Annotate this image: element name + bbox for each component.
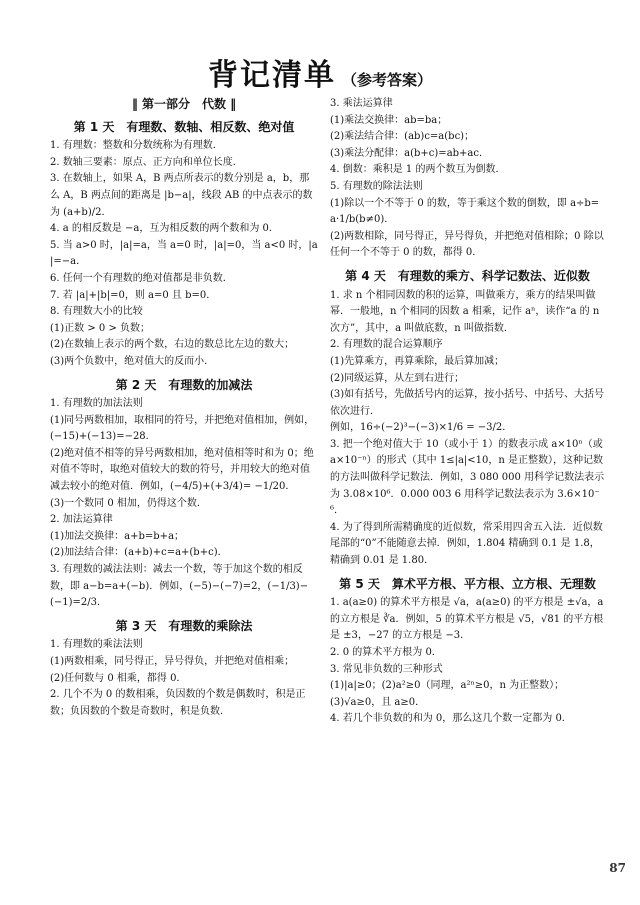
list-item: (2)乘法结合律：(ab)c=a(bc)； bbox=[330, 131, 475, 143]
list-item: (3)如有括号，先做括号内的运算，按小括号、中括号、大括号依次进行． bbox=[330, 389, 605, 417]
list-item: 2. 有理数的混合运算顺序 bbox=[330, 339, 443, 351]
list-item: (3)√a≥0，且 a≥0． bbox=[330, 696, 426, 708]
list-item: (1)加法交换律：a+b=b+a； bbox=[50, 530, 185, 542]
list-item: (2)两数相除，同号得正，异号得负，并把绝对值相除；0 除以任何一个不等于 0 的数，都得 0． bbox=[330, 230, 604, 259]
list-item: (2)加法结合律：(a+b)+c=a+(b+c)． bbox=[50, 547, 228, 559]
title-main: 背记清单 bbox=[207, 58, 336, 93]
title-subtitle: （参考答案） bbox=[341, 71, 432, 89]
part-heading: ‖ 第一部分 代数 ‖ bbox=[131, 97, 237, 111]
list-item: (1)正数 > 0 > 负数； bbox=[50, 322, 150, 334]
list-item: 4. a 的相反数是 −a，互为相反数的两个数和为 0． bbox=[50, 223, 279, 235]
list-item: (2)同级运算，从左到右进行； bbox=[330, 372, 465, 384]
list-item: 4. 为了得到所需精确度的近似数，常采用四舍五入法．近似数尾部的“0”不能随意去掉．例如，1.804 精确到 0.1 是 1.8，精确到 0.01 是 1.80． bbox=[330, 521, 603, 567]
left-column bbox=[50, 96, 318, 720]
list-item: (2)在数轴上表示的两个数，右边的数总比左边的数大； bbox=[50, 339, 295, 351]
list-item: 1. 有理数的加法法则 bbox=[50, 398, 143, 410]
list-item: 3. 常见非负数的三种形式 bbox=[330, 663, 443, 675]
list-item: 2. 0 的算术平方根为 0． bbox=[330, 647, 442, 658]
list-item: (1)同号两数相加，取相同的符号，并把绝对值相加，例如，(−15)+(−13)=−28． bbox=[50, 414, 315, 443]
list-item: 2. 数轴三要素：原点、正方向和单位长度． bbox=[50, 156, 243, 168]
day4-heading: 第 4 天 有理数的乘方、科学记数法、近似数 bbox=[345, 268, 590, 283]
list-item: 1. 求 n 个相同因数的积的运算，叫做乘方，乘方的结果叫做幂．一般地，n 个相同的因数 a 相乘，记作 aⁿ，读作“a 的 n 次方”，其中，a 叫做底数，n 叫做指数． bbox=[330, 289, 600, 334]
day3-heading: 第 3 天 有理数的乘除法 bbox=[115, 618, 253, 633]
list-item: (1)|a|≥0；(2)a²≥0（同理，a²ⁿ≥0，n 为正整数）； bbox=[330, 680, 565, 692]
list-item: (1)除以一个不等于 0 的数，等于乘这个数的倒数，即 a÷b=a·1/b(b≠0)． bbox=[330, 197, 600, 226]
day2-heading: 第 2 天 有理数的加减法 bbox=[115, 377, 253, 392]
list-item: (3)两个负数中，绝对值大的反而小． bbox=[50, 355, 215, 367]
list-item: 5. 当 a>0 时，|a|=a，当 a=0 时，|a|=0，当 a<0 时，|a|=−a． bbox=[50, 239, 318, 268]
list-item: 2. 加法运算律 bbox=[50, 514, 113, 526]
list-item: (3)乘法分配律：a(b+c)=ab+ac． bbox=[330, 147, 489, 159]
list-item: (1)先算乘方，再算乘除，最后算加减； bbox=[330, 355, 505, 367]
day5-heading: 第 5 天 算术平方根、平方根、立方根、无理数 bbox=[339, 576, 596, 591]
list-item: 1. a(a≥0) 的算术平方根是 √a，a(a≥0) 的平方根是 ±√a，a 的立方根是 ∛a．例如，5 的算术平方根是 √5，√81 的平方根是 ±3，−27 的立方根是 −3． bbox=[330, 597, 604, 642]
page-number: 87 bbox=[609, 861, 626, 875]
list-item: (1)两数相乘，同号得正，异号得负，并把绝对值相乘； bbox=[50, 656, 295, 667]
list-item: (2)绝对值不相等的异号两数相加，绝对值相等时和为 0；绝对值不等时，取绝对值较大的数的符号，并用较大的绝对值减去较小的绝对值．例如，(−4/5)+(+3/4)= −1/20． bbox=[50, 447, 314, 493]
list-item: 3. 在数轴上，如果 A，B 两点所表示的数分别是 a，b，那么 A，B 两点间的距离是 |b−a|，线段 AB 的中点表示的数为 (a+b)/2． bbox=[50, 173, 313, 218]
list-item: 4. 倒数：乘积是 1 的两个数互为倒数． bbox=[330, 164, 506, 176]
list-item: 5. 有理数的除法法则 bbox=[330, 180, 423, 192]
list-item: 例如，16÷(−2)³−(−3)×1/6 = −3/2． bbox=[330, 422, 513, 434]
list-item: 3. 有理数的减法法则：减去一个数，等于加这个数的相反数，即 a−b=a+(−b)．例如，(−5)−(−7)=2，(−1/3)−(−1)=2/3． bbox=[50, 564, 309, 609]
list-item: (1)乘法交换律：ab=ba； bbox=[330, 114, 448, 126]
list-item: 1. 有理数：整数和分数统称为有理数． bbox=[50, 140, 223, 152]
day1-heading: 第 1 天 有理数、数轴、相反数、绝对值 bbox=[73, 119, 295, 134]
right-column bbox=[330, 96, 605, 728]
list-item: (3)一个数同 0 相加，仍得这个数． bbox=[50, 497, 207, 509]
list-item: (2)任何数与 0 相乘，都得 0． bbox=[50, 672, 187, 684]
list-item: 7. 若 |a|+|b|=0，则 a=0 且 b=0． bbox=[50, 289, 217, 301]
list-item: 3. 把一个绝对值大于 10（或小于 1）的数表示成 a×10ⁿ（或 a×10⁻ⁿ）的形式（其中 1≤|a|<10，n 是正整数），这种记数的方法叫做科学记数法．例如，3 080 000 用科学记数法表示为 3.08×10⁶．0.000 003 6 用科学记数法表示为 3.6×10⁻⁶． bbox=[330, 438, 605, 517]
list-item: 2. 几个不为 0 的数相乘，负因数的个数是偶数时，积是正数；负因数的个数是奇数时，积是负数． bbox=[50, 689, 306, 717]
list-item: 3. 乘法运算律 bbox=[330, 98, 393, 109]
list-item: 8. 有理数大小的比较 bbox=[50, 306, 143, 318]
list-item: 1. 有理数的乘法法则 bbox=[50, 639, 143, 651]
list-item: 4. 若几个非负数的和为 0，那么这几个数一定都为 0． bbox=[330, 713, 572, 725]
page-title bbox=[0, 50, 640, 94]
list-item: 6. 任何一个有理数的绝对值都是非负数． bbox=[50, 272, 233, 284]
